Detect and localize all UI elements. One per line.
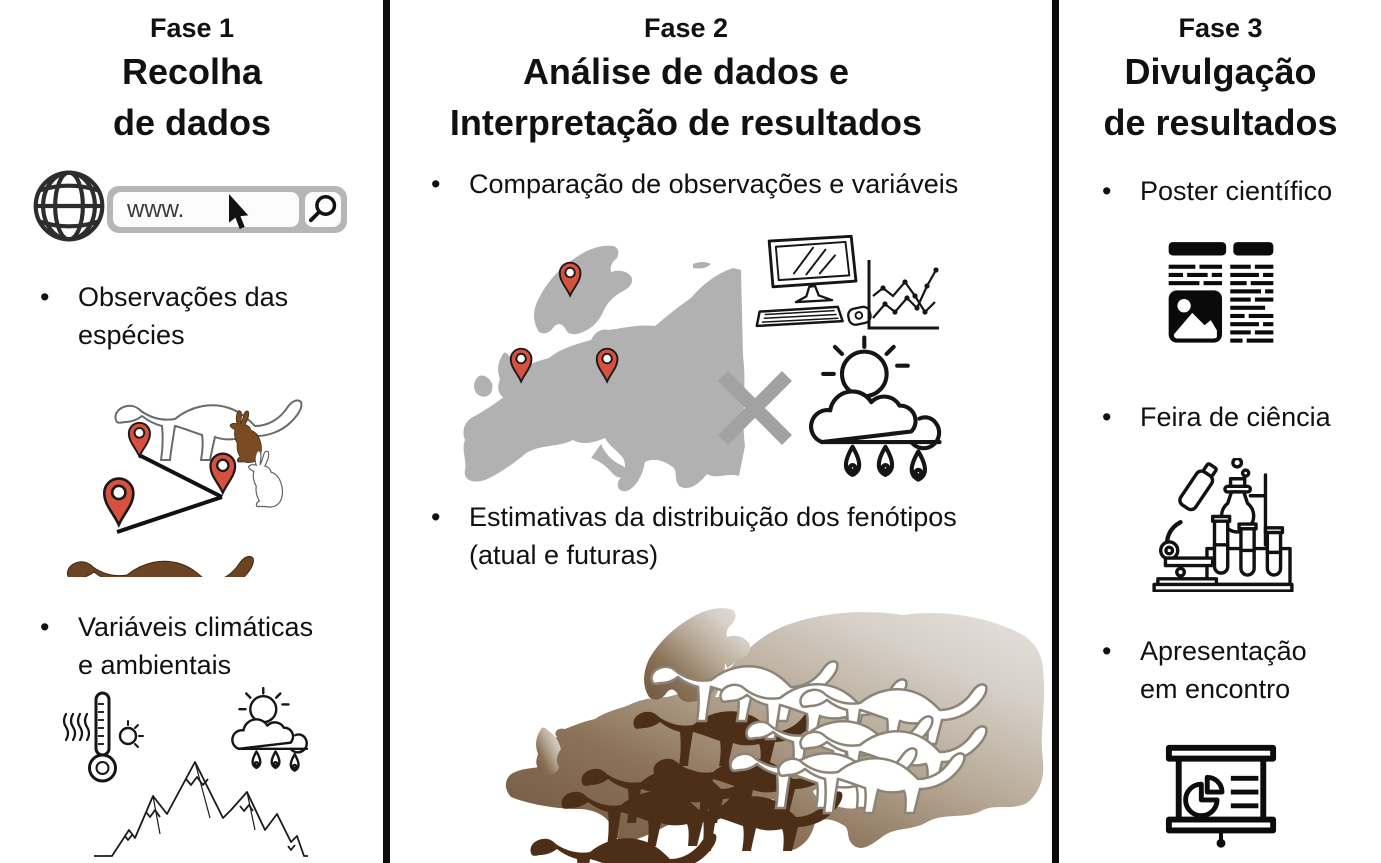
bullet-climate-variables: • Variáveis climáticas e ambientais [40,612,314,680]
column-divider [1052,0,1059,863]
line-chart-doodle-icon [859,256,941,336]
phase3-column [1060,0,1381,863]
europe-map-pins-illustration [443,236,748,502]
phase1-title: Recolha de dados [112,51,272,143]
phase1-label: Fase 1 [149,13,235,43]
cursor-arrow-icon [225,194,253,234]
magnifier-icon [305,192,341,227]
phase3-label: Fase 3 [1178,13,1263,43]
search-button[interactable] [305,192,341,227]
ireland [474,376,492,397]
bullet-species-observations: • Observações das espécies [40,282,289,350]
phase2-title: Análise de dados e Interpretação de resultados [449,51,923,143]
mountains-icon [92,756,310,860]
microscope-lab-icon [1152,458,1294,592]
species-observations-illustration [55,372,305,577]
phase2-label: Fase 2 [643,13,729,43]
phenotype-distribution-map [483,601,1051,863]
globe-icon [32,166,106,246]
phase2-column [391,0,1053,863]
bullet-estimates: • Estimativas da distribuição dos fenótipos (atual e futuras) [431,502,957,570]
phase3-title: Divulgação de resultados [1103,51,1338,143]
scandinavia [534,246,632,335]
brown-weasel-illustration [67,556,253,577]
bullet-comparison: • Comparação de observações e variáveis [431,169,959,199]
column-divider [383,0,390,863]
browser-search-bar[interactable] [107,186,347,233]
computer-doodle-icon [752,231,876,335]
url-field[interactable] [113,192,299,227]
map-pin-icon [104,479,133,525]
bullet-meeting-presentation: • Apresentação em encontro [1102,636,1307,704]
presentation-board-icon [1162,740,1280,852]
map-pin-icon [129,423,150,457]
cross-multiply-icon [713,366,797,450]
phase1-column [0,0,384,863]
bullet-poster: • Poster científico [1102,176,1333,206]
map-pin-icon [210,454,235,493]
scientific-poster-icon [1164,238,1278,356]
bullet-science-fair: • Feira de ciência [1102,402,1331,432]
island-ne [693,262,711,269]
url-text: www. [127,196,185,223]
sun-cloud-rain-icon [787,334,951,482]
